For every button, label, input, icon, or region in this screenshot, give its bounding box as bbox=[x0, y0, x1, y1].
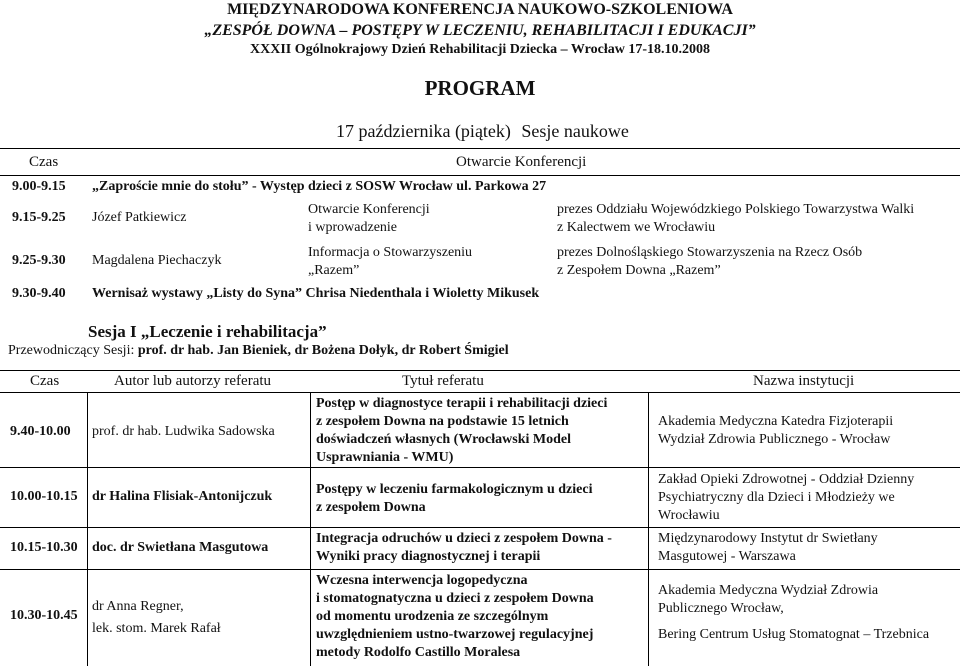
topic-line: „Razem” bbox=[308, 263, 360, 278]
topic-line: Informacja o Stowarzyszeniu bbox=[308, 245, 473, 260]
topic-line: i wprowadzenie bbox=[308, 220, 398, 235]
institution-line: Zakład Opieki Zdrowotnej - Oddział Dzienny bbox=[658, 472, 915, 487]
talk-institution-extra: Bering Centrum Usług Stomatognat – Trzebnica bbox=[658, 627, 930, 642]
opening-role bbox=[557, 244, 862, 280]
talk-title bbox=[316, 481, 592, 517]
title-line: metody Rodolfo Castillo Moralesa bbox=[316, 645, 521, 660]
title-line: od momentu urodzenia ze szczególnym bbox=[316, 609, 549, 624]
opening-topic bbox=[308, 201, 430, 237]
title-line: Postęp w diagnostyce terapii i rehabilitacji dzieci bbox=[316, 396, 608, 411]
opening-performance: „Zaproście mnie do stołu” - Występ dzieci z SOSW Wrocław ul. Parkowa 27 bbox=[92, 179, 547, 194]
row-rule bbox=[0, 527, 960, 528]
role-line: z Kalectwem we Wrocławiu bbox=[557, 220, 716, 235]
title-line: z zespołem Downa bbox=[316, 500, 426, 515]
institution-line: Wydział Zdrowia Publicznego - Wrocław bbox=[658, 432, 891, 447]
talk-time: 9.40-10.00 bbox=[10, 424, 71, 439]
session-chairs bbox=[8, 343, 509, 359]
opening-time: 9.00-9.15 bbox=[12, 179, 66, 194]
author-line: dr Anna Regner, bbox=[92, 599, 184, 614]
title-line: Wczesna interwencja logopedyczna bbox=[316, 573, 528, 588]
institution-line: Publicznego Wrocław, bbox=[658, 601, 784, 616]
row-rule bbox=[0, 569, 960, 570]
opening-header: Otwarcie Konferencji bbox=[456, 154, 587, 170]
opening-topic bbox=[308, 244, 472, 280]
column-rule bbox=[648, 392, 649, 666]
event-line: XXXII Ogólnokrajowy Dzień Rehabilitacji Dziecka – Wrocław 17-18.10.2008 bbox=[249, 42, 711, 57]
opening-exhibition: Wernisaż wystawy „Listy do Syna” Chrisa Niedenthala i Wioletty Mikusek bbox=[92, 286, 540, 301]
talk-author: doc. dr Swietłana Masgutowa bbox=[92, 540, 269, 555]
title-line: doświadczeń własnych (Wrocławski Model bbox=[316, 432, 571, 447]
role-line: z Zespołem Downa „Razem” bbox=[557, 263, 721, 278]
talk-author: prof. dr hab. Ludwika Sadowska bbox=[92, 424, 275, 439]
chair-label: Przewodniczący Sesji: bbox=[8, 343, 135, 358]
title-line: Postępy w leczeniu farmakologicznym u dzieci bbox=[316, 482, 593, 497]
institution-line: Akademia Medyczna Wydział Zdrowia bbox=[658, 583, 879, 598]
opening-time-header: Czas bbox=[29, 154, 59, 170]
opening-time: 9.30-9.40 bbox=[12, 286, 66, 301]
chair-names: prof. dr hab. Jan Bieniek, dr Bożena Dołyk, dr Robert Śmigiel bbox=[137, 343, 509, 358]
column-header-institution: Nazwa instytucji bbox=[753, 373, 855, 389]
talk-title bbox=[316, 530, 612, 566]
title-line: Integracja odruchów u dzieci z zespołem Downa - bbox=[316, 531, 612, 546]
session-title: Sesja I „Leczenie i rehabilitacja” bbox=[88, 322, 327, 341]
title-line: uwzględnieniem ustno-twarzowej regulacyjnej bbox=[316, 627, 594, 642]
rule bbox=[0, 392, 960, 393]
day-label: 17 października (piątek) bbox=[336, 121, 511, 141]
opening-time: 9.25-9.30 bbox=[12, 253, 66, 268]
talk-institution bbox=[658, 530, 878, 566]
talk-author: dr Halina Flisiak-Antonijczuk bbox=[92, 489, 273, 504]
talk-institution bbox=[658, 582, 878, 618]
column-header-author: Autor lub autorzy referatu bbox=[114, 373, 272, 389]
talk-time: 10.30-10.45 bbox=[10, 608, 78, 623]
institution-line: Akademia Medyczna Katedra Fizjoterapii bbox=[658, 414, 894, 429]
column-header-time: Czas bbox=[30, 373, 60, 389]
column-rule bbox=[310, 392, 311, 666]
rule bbox=[0, 370, 960, 371]
institution-line: Psychiatryczny dla Dzieci i Młodzieży we bbox=[658, 490, 895, 505]
institution-line: Wrocławiu bbox=[658, 508, 720, 523]
opening-role bbox=[557, 201, 914, 237]
rule-top bbox=[0, 148, 960, 149]
title-line: z zespołem Downa na podstawie 15 letnich bbox=[316, 414, 569, 429]
opening-time: 9.15-9.25 bbox=[12, 210, 66, 225]
column-rule bbox=[87, 392, 88, 666]
day-heading bbox=[336, 121, 629, 142]
rule bbox=[0, 175, 960, 176]
conference-title: MIĘDZYNARODOWA KONFERENCJA NAUKOWO-SZKOLENIOWA bbox=[227, 1, 733, 18]
title-line: Usprawniania - WMU) bbox=[316, 450, 454, 465]
talk-institution bbox=[658, 413, 893, 449]
role-line: prezes Oddziału Wojewódzkiego Polskiego Towarzystwa Walki bbox=[557, 202, 915, 217]
row-rule bbox=[0, 467, 960, 468]
conference-subtitle: „ZESPÓŁ DOWNA – POSTĘPY W LECZENIU, REHABILITACJI I EDUKACJI” bbox=[204, 22, 756, 39]
opening-person: Magdalena Piechaczyk bbox=[92, 253, 222, 268]
opening-person: Józef Patkiewicz bbox=[92, 210, 187, 225]
sessions-label: Sesje naukowe bbox=[521, 121, 629, 141]
talk-authors bbox=[92, 596, 221, 640]
talk-institution bbox=[658, 471, 914, 525]
title-line: i stomatognatyczna u dzieci z zespołem Downa bbox=[316, 591, 594, 606]
role-line: prezes Dolnośląskiego Stowarzyszenia na Rzecz Osób bbox=[557, 245, 863, 260]
talk-title bbox=[316, 572, 594, 662]
institution-line: Masgutowej - Warszawa bbox=[658, 549, 796, 564]
talk-time: 10.15-10.30 bbox=[10, 540, 78, 555]
program-heading: PROGRAM bbox=[424, 76, 536, 100]
column-header-title: Tytuł referatu bbox=[402, 373, 484, 389]
author-line: lek. stom. Marek Rafał bbox=[92, 621, 221, 636]
talk-time: 10.00-10.15 bbox=[10, 489, 78, 504]
talk-title bbox=[316, 395, 607, 467]
title-line: Wyniki pracy diagnostycznej i terapii bbox=[316, 549, 541, 564]
institution-line: Międzynarodowy Instytut dr Swietłany bbox=[658, 531, 878, 546]
topic-line: Otwarcie Konferencji bbox=[308, 202, 430, 217]
